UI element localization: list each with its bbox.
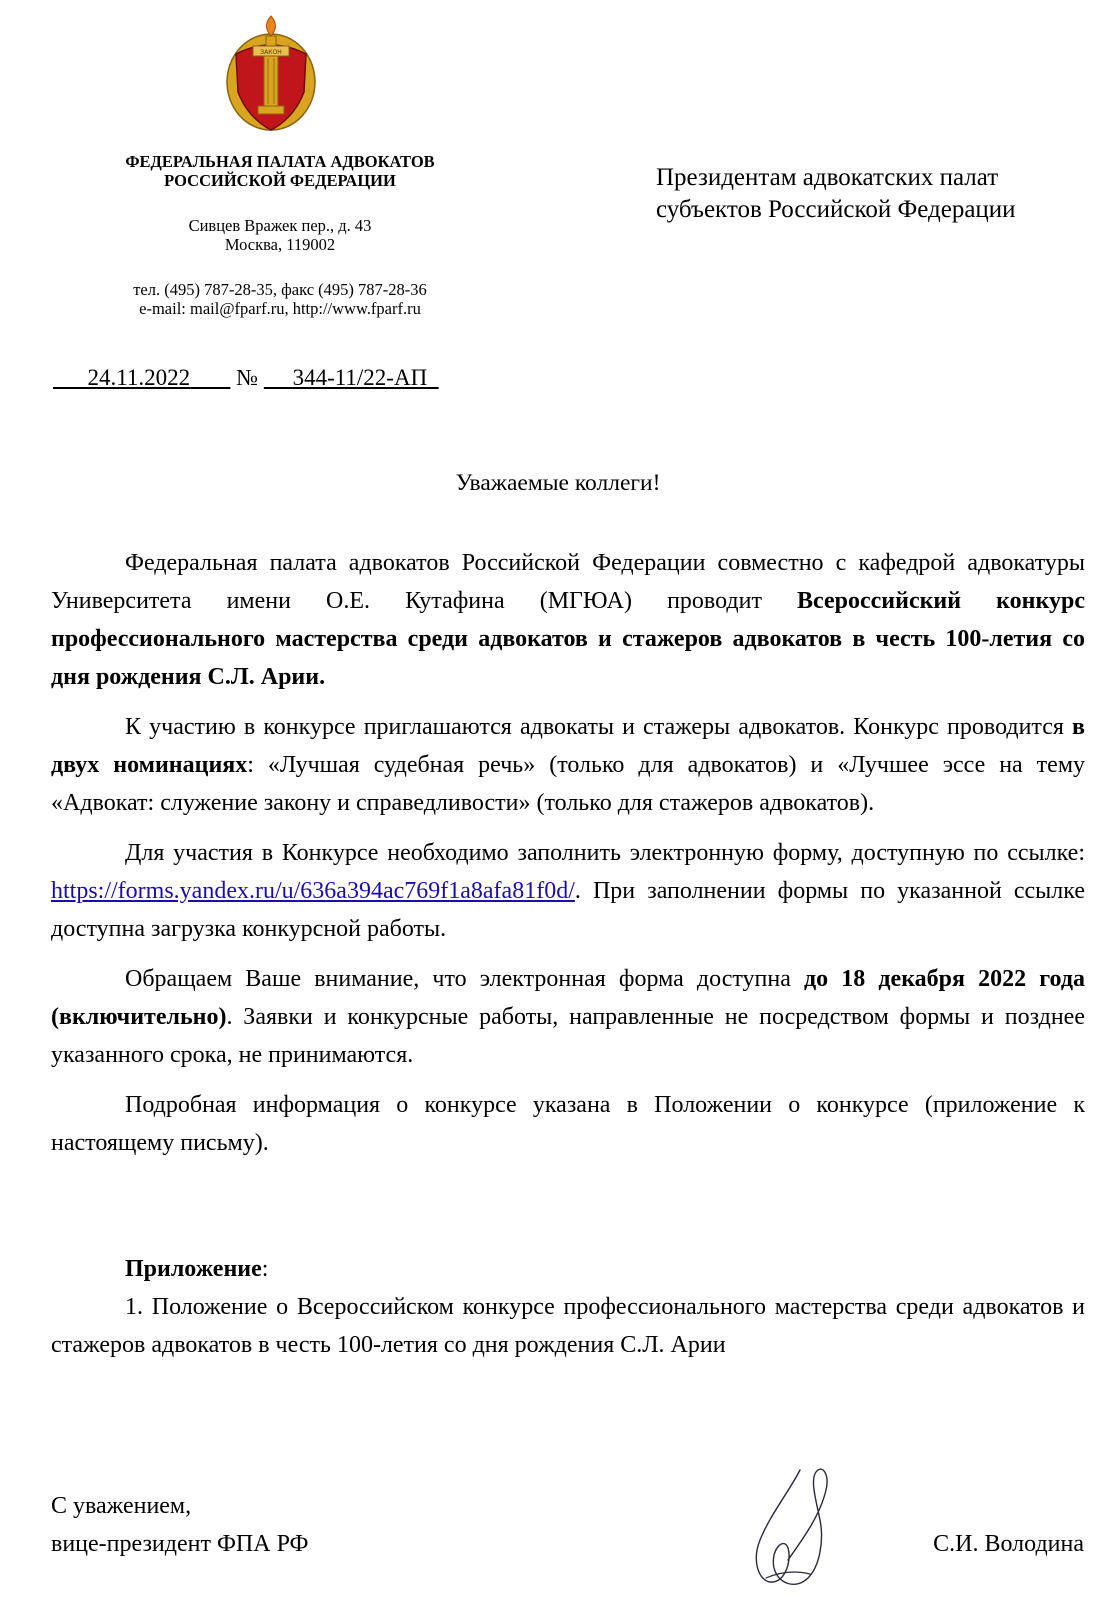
salutation: Уважаемые коллеги! [455,470,661,496]
org-name-line2: РОССИЙСКОЙ ФЕДЕРАЦИИ [164,171,396,190]
closing-line1: С уважением, [51,1493,192,1519]
paragraph-2 [51,708,1085,822]
form-link[interactable]: https://forms.yandex.ru/u/636a394ac769f1a8afa81f0d/ [51,878,575,904]
org-name [60,152,500,190]
reg-number-field [264,365,439,390]
p5-text: Подробная информация о конкурсе указана в Положении о конкурсе (приложение к настоящему письму). [51,1092,1085,1156]
p4-bold: до 18 декабря 2022 года (включительно) [51,966,1086,1030]
p1-text: Федеральная палата адвокатов Российской Федерации совместно с кафедрой адвокатуры Университета имени О.Е. Кутафина (МГЮА) проводит [51,550,1085,614]
p2-bold: в двух номинациях [51,714,1085,778]
handwritten-signature-icon [730,1460,860,1600]
org-name-line1: ФЕДЕРАЛЬНАЯ ПАЛАТА АДВОКАТОВ [125,152,435,171]
reg-date: 24.11.2022 [87,365,191,390]
recipient-line2: субъектов Российской Федерации [656,196,1016,223]
logo-text: ЗАКОН [260,49,282,56]
emblem-shield-icon [224,14,318,134]
address-line2: Москва, 119002 [224,235,336,254]
attachment-item-1: 1. Положение о Всероссийском конкурсе профессионального мастерства среди адвокатов и стажеров адвокатов в честь 100-летия со дня рождения С.Л. Арии [51,1294,1085,1358]
closing-block [51,1487,309,1563]
paragraph-1 [51,544,1085,696]
registration-line [53,364,439,392]
letter-body [51,544,1085,1174]
paragraph-3 [51,834,1085,948]
p4-text-b: . Заявки и конкурсные работы, направленные не посредством формы и позднее указанного срока, не принимаются. [51,1004,1085,1068]
recipient-line1: Президентам адвокатских палат [656,164,999,191]
p1-bold: Всероссийский конкурс профессионального мастерства среди адвокатов и стажеров адвокатов в честь 100-летия со дня рождения С.Л. Арии. [51,588,1085,690]
reg-number: 344-11/22-АП [292,365,428,390]
attachment-block [51,1250,1085,1364]
letterhead-block [60,152,500,318]
org-contacts [60,280,500,318]
address-line1: Сивцев Вражек пер., д. 43 [188,216,372,235]
signer-name: С.И. Володина [933,1531,1084,1557]
p3-text-a: Для участия в Конкурсе необходимо заполнить электронную форму, доступную по ссылке: [125,840,1085,866]
attachment-title-line [51,1250,1085,1288]
attachment-title: Приложение [125,1256,262,1282]
attachment-title-suffix: : [261,1256,269,1282]
paragraph-4 [51,960,1085,1074]
org-address [60,216,500,254]
closing-line2: вице-президент ФПА РФ [51,1531,309,1557]
contacts-line2: e-mail: mail@fparf.ru, http://www.fparf.ru [139,299,421,318]
p2-text-b: : «Лучшая судебная речь» (только для адвокатов) и «Лучшее эссе на тему «Адвокат: служение закону и справедливости» (только для стажеров адвокатов). [51,752,1086,816]
recipient-block [656,162,1016,226]
p3-text-b: . При заполнении формы по указанной ссылке доступна загрузка конкурсной работы. [51,878,1085,942]
reg-number-sign: № [236,365,259,390]
contacts-line1: тел. (495) 787-28-35, факс (495) 787-28-36 [133,280,427,299]
paragraph-5 [51,1086,1085,1162]
reg-date-field [53,365,230,390]
p2-text-a: К участию в конкурсе приглашаются адвокаты и стажеры адвокатов. Конкурс проводится [125,714,1073,740]
p4-text-a: Обращаем Ваше внимание, что электронная форма доступна [125,966,804,992]
